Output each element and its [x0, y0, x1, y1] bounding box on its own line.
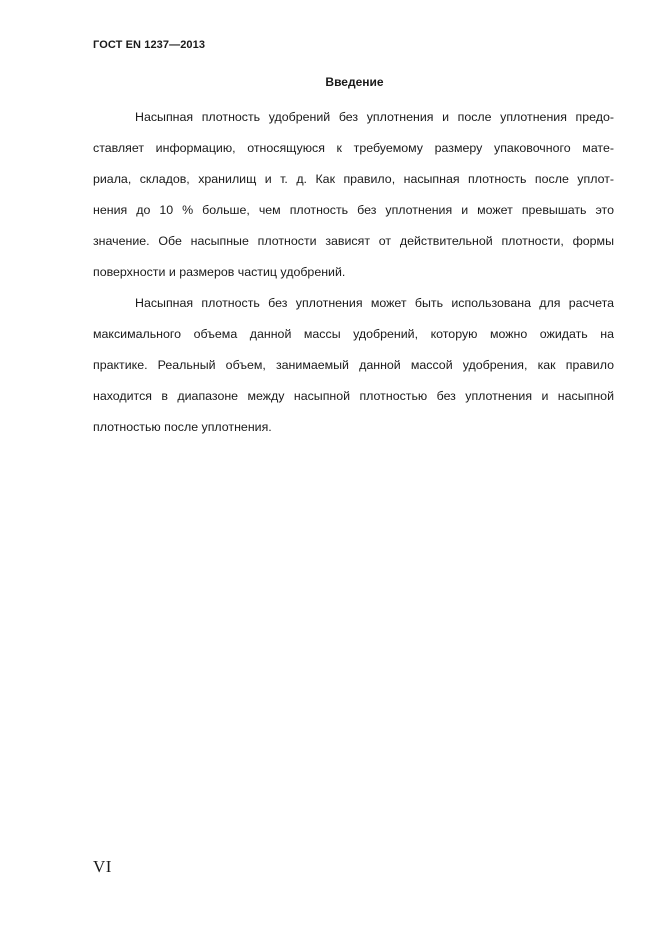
- paragraph-line: ставляет информацию, относящуюся к требуемому размеру упаковочного мате-: [93, 141, 614, 155]
- paragraph-line: максимального объема данной массы удобрений, которую можно ожидать на: [93, 327, 614, 341]
- paragraph-line: плотностью после уплотнения.: [93, 420, 272, 434]
- page-number: VI: [93, 857, 112, 876]
- paragraph-line: Насыпная плотность удобрений без уплотнения и после уплотнения предо-: [135, 110, 614, 124]
- paragraph-line: риала, складов, хранилищ и т. д. Как правило, насыпная плотность после уплот-: [93, 172, 614, 186]
- paragraph-1: [93, 102, 614, 288]
- paragraph-2: [93, 288, 614, 443]
- paragraph-line: нения до 10 % больше, чем плотность без уплотнения и может превышать это: [93, 203, 614, 217]
- paragraph-line: практике. Реальный объем, занимаемый данной массой удобрения, как правило: [93, 358, 614, 372]
- paragraph-line: поверхности и размеров частиц удобрений.: [93, 265, 346, 279]
- paragraph-line: значение. Обе насыпные плотности зависят от действительной плотности, формы: [93, 234, 614, 248]
- paragraph-line: Насыпная плотность без уплотнения может быть использована для расчета: [135, 296, 614, 310]
- section-title: Введение: [325, 75, 384, 89]
- paragraph-line: находится в диапазоне между насыпной плотностью без уплотнения и насыпной: [93, 389, 614, 403]
- standard-header: ГОСТ EN 1237—2013: [93, 39, 206, 51]
